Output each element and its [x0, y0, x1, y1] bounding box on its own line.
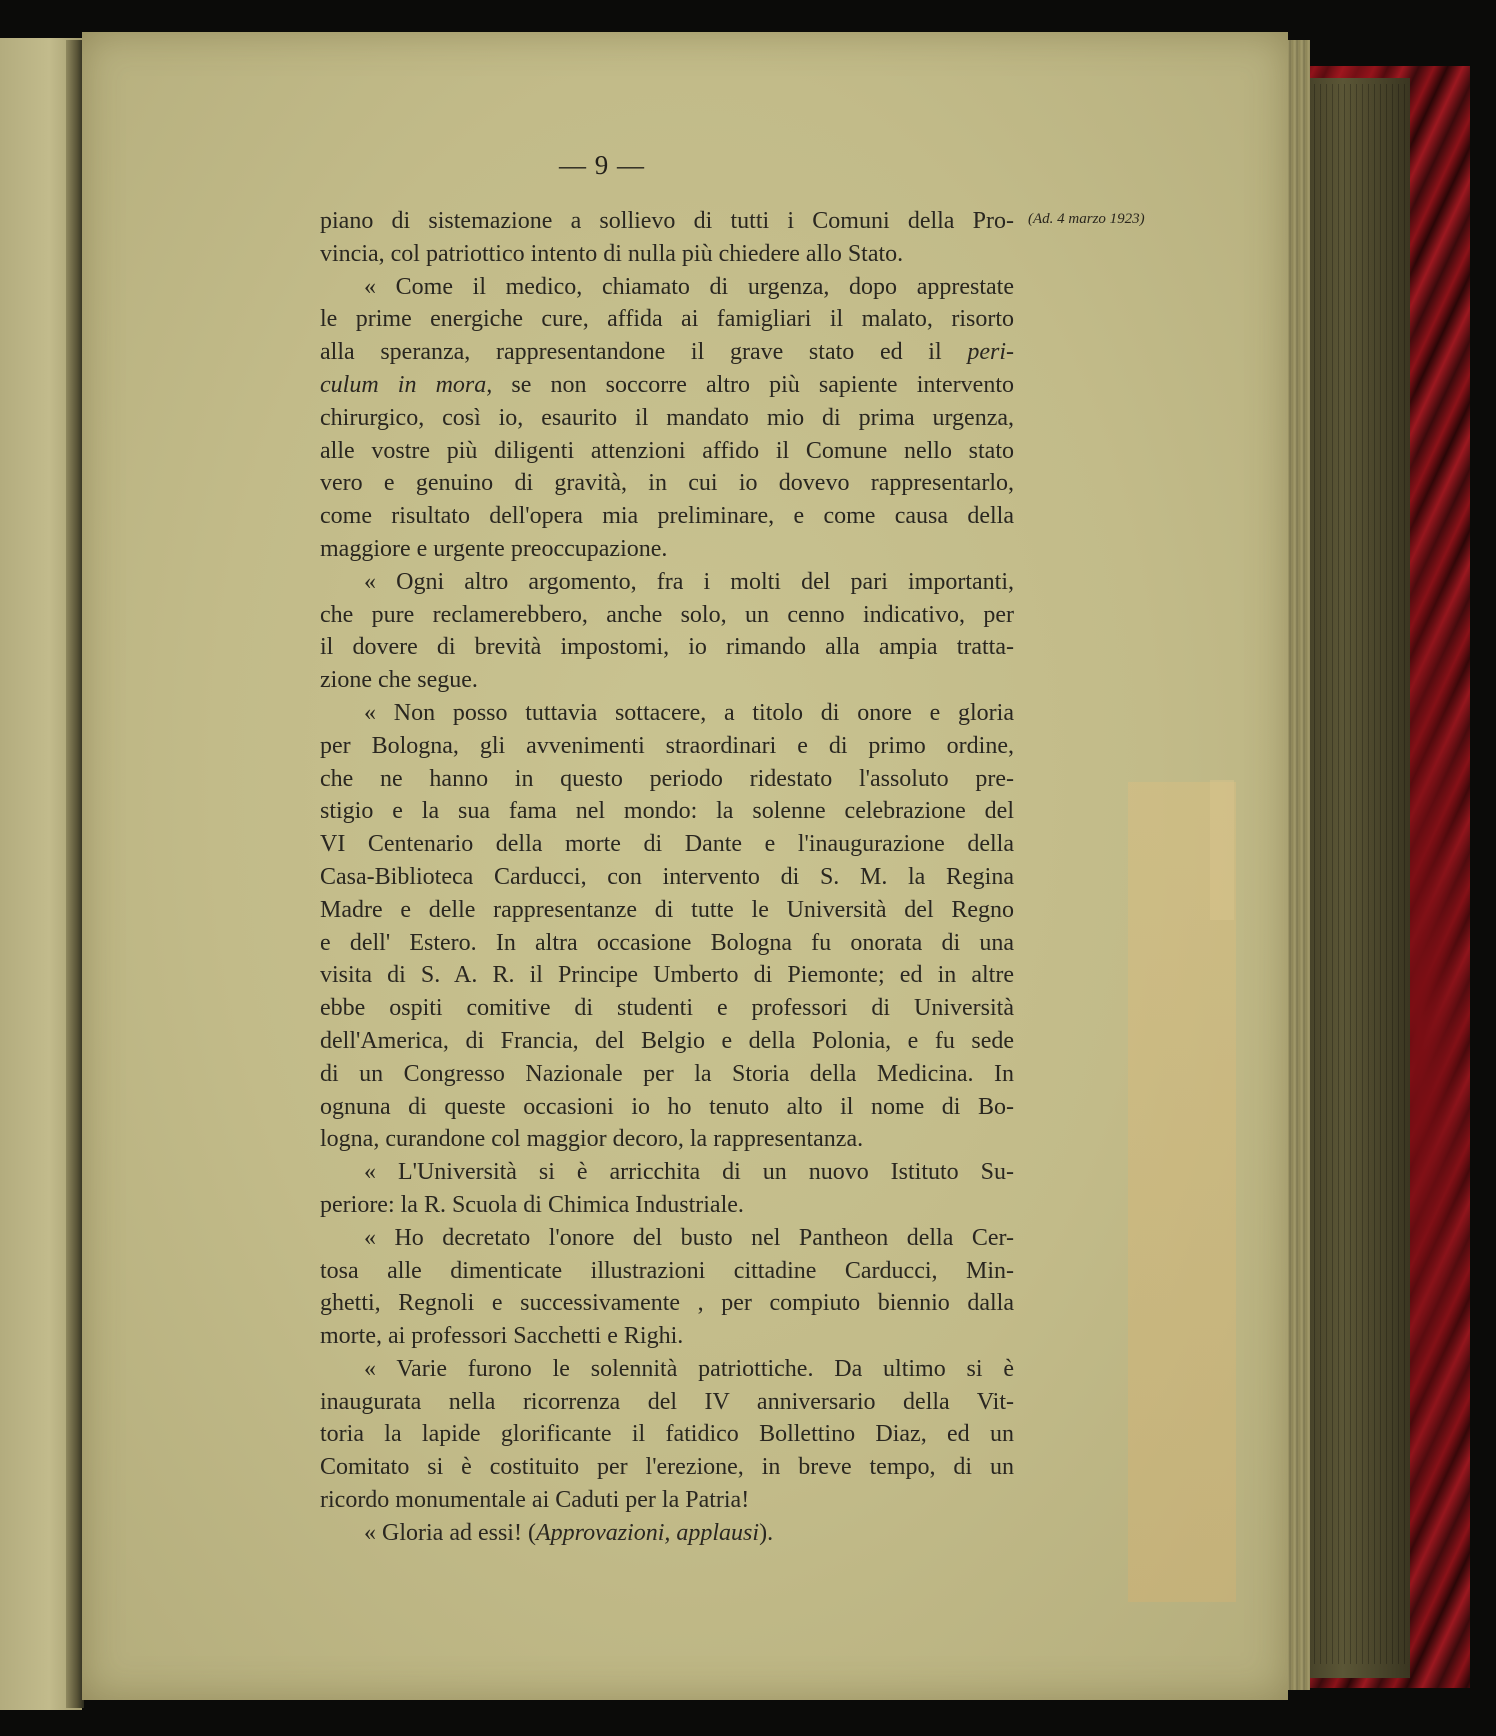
text-line [320, 1320, 1014, 1353]
italic-text: culum in mora, [320, 371, 493, 398]
text-line-content: « L'Università si è arricchita di un nuovo Istituto Su- [364, 1159, 1014, 1186]
text-line [320, 467, 1014, 500]
text-line-content: di un Congresso Nazionale per la Storia della Medicina. In [320, 1060, 1014, 1087]
text-line [320, 861, 1014, 894]
text-line [320, 271, 1014, 304]
text-line-content: stigio e la sua fama nel mondo: la solenne celebrazione del [320, 798, 1014, 825]
text-line-content: VI Centenario della morte di Dante e l'inaugurazione della [320, 831, 1014, 858]
text-line-content: morte, ai professori Sacchetti e Righi. [320, 1323, 684, 1350]
text-line [320, 1353, 1014, 1386]
text-line [320, 1517, 1014, 1550]
text-line [320, 697, 1014, 730]
text-line-content: ). [759, 1519, 774, 1546]
text-line [320, 992, 1014, 1025]
text-line-content: toria la lapide glorificante il fatidico Bollettino Diaz, ed un [320, 1421, 1014, 1448]
text-line-content: ebbe ospiti comitive di studenti e professori di Università [320, 995, 1014, 1022]
text-line-content: se non soccorre altro più sapiente intervento [492, 371, 1014, 398]
text-line-content: zione che segue. [320, 667, 478, 694]
text-line-content: Madre e delle rappresentanze di tutte le Università del Regno [320, 896, 1014, 923]
text-line-content: periore: la R. Scuola di Chimica Industriale. [320, 1191, 744, 1218]
text-line [320, 1386, 1014, 1419]
text-line [320, 1287, 1014, 1320]
text-line [320, 1123, 1014, 1156]
text-line-content: e dell' Estero. In altra occasione Bologna fu onorata di una [320, 929, 1014, 956]
page-block-edges [1302, 84, 1406, 1664]
text-line [320, 927, 1014, 960]
text-line-content: piano di sistemazione a sollievo di tutti i Comuni della Pro- [320, 208, 1014, 234]
text-line-content: che pure reclamerebbero, anche solo, un cenno indicativo, per [320, 601, 1014, 628]
page-number: — 9 — [559, 150, 645, 180]
text-line-content: Casa-Biblioteca Carducci, con intervento di S. M. la Regina [320, 863, 1014, 890]
text-line [320, 1156, 1014, 1189]
text-line-content: « Gloria ad essi! ( [364, 1519, 536, 1546]
text-line-content: le prime energiche cure, affida ai famigliari il malato, risorto [320, 306, 1014, 333]
repair-tape-strip [1210, 780, 1234, 920]
text-line [320, 238, 1014, 271]
text-line-content: che ne hanno in questo periodo ridestato l'assoluto pre- [320, 765, 1014, 792]
text-line [320, 894, 1014, 927]
text-line-content: logna, curandone col maggior decoro, la rappresentanza. [320, 1126, 864, 1153]
text-line [320, 533, 1014, 566]
text-line [320, 435, 1014, 468]
text-line [320, 566, 1014, 599]
text-line-content: tosa alle dimenticate illustrazioni cittadine Carducci, Min- [320, 1257, 1014, 1284]
italic-text: peri- [967, 339, 1014, 366]
text-line [320, 763, 1014, 796]
text-line-content: il dovere di brevità impostomi, io rimando alla ampia tratta- [320, 634, 1014, 661]
text-line [320, 1255, 1014, 1288]
text-line [320, 730, 1014, 763]
text-line-content: maggiore e urgente preoccupazione. [320, 535, 668, 562]
text-line-content: per Bologna, gli avvenimenti straordinari e di primo ordine, [320, 732, 1014, 759]
text-line [320, 205, 1014, 238]
text-line-content: « Varie furono le solennità patriottiche. Da ultimo si è [364, 1355, 1014, 1382]
text-line [320, 599, 1014, 632]
text-line [320, 1025, 1014, 1058]
text-line-content: alle vostre più diligenti attenzioni affido il Comune nello stato [320, 437, 1014, 464]
text-line [320, 1091, 1014, 1124]
text-line [320, 828, 1014, 861]
text-line-content: alla speranza, rappresentandone il grave stato ed il [320, 339, 968, 366]
text-line-content: « Come il medico, chiamato di urgenza, dopo apprestate [364, 273, 1014, 300]
text-line-content: dell'America, di Francia, del Belgio e della Polonia, e fu sede [320, 1027, 1014, 1054]
body-text [320, 205, 1014, 1550]
text-line [320, 1189, 1014, 1222]
text-line [320, 795, 1014, 828]
text-line-content: ghetti, Regnoli e successivamente , per compiuto biennio dalla [320, 1290, 1014, 1317]
text-line-content: ricordo monumentale ai Caduti per la Patria! [320, 1487, 750, 1514]
margin-note: (Ad. 4 marzo 1923) [1028, 211, 1145, 227]
text-line [320, 402, 1014, 435]
text-line [320, 369, 1014, 402]
text-line [320, 664, 1014, 697]
text-line-content: visita di S. A. R. il Principe Umberto di Piemonte; ed in altre [320, 962, 1014, 989]
text-line [320, 303, 1014, 336]
text-line-content: Comitato si è costituito per l'erezione, in breve tempo, di un [320, 1454, 1014, 1481]
text-line [320, 1058, 1014, 1091]
text-line-content: inaugurata nella ricorrenza del IV anniversario della Vit- [320, 1388, 1014, 1415]
italic-text: Approvazioni, applausi [535, 1519, 760, 1546]
text-line-content: « Ho decretato l'onore del busto nel Pantheon della Cer- [364, 1224, 1014, 1251]
text-line [320, 959, 1014, 992]
text-line [320, 336, 1014, 369]
text-line-content: come risultato dell'opera mia preliminare, e come causa della [320, 503, 1014, 530]
text-line [320, 1418, 1014, 1451]
text-line [320, 631, 1014, 664]
text-line-content: « Non posso tuttavia sottacere, a titolo di onore e gloria [364, 699, 1014, 726]
text-line [320, 1222, 1014, 1255]
text-line-content: vero e genuino di gravità, in cui io dovevo rappresentarlo, [320, 470, 1014, 497]
text-line [320, 1451, 1014, 1484]
text-line [320, 500, 1014, 533]
text-line-content: « Ogni altro argomento, fra i molti del pari importanti, [364, 568, 1014, 595]
text-line-content: ognuna di queste occasioni io ho tenuto alto il nome di Bo- [320, 1093, 1014, 1120]
text-line-content: vincia, col patriottico intento di nulla più chiedere allo Stato. [320, 240, 904, 267]
text-line [320, 1484, 1014, 1517]
text-line-content: chirurgico, così io, esaurito il mandato mio di prima urgenza, [320, 404, 1014, 431]
